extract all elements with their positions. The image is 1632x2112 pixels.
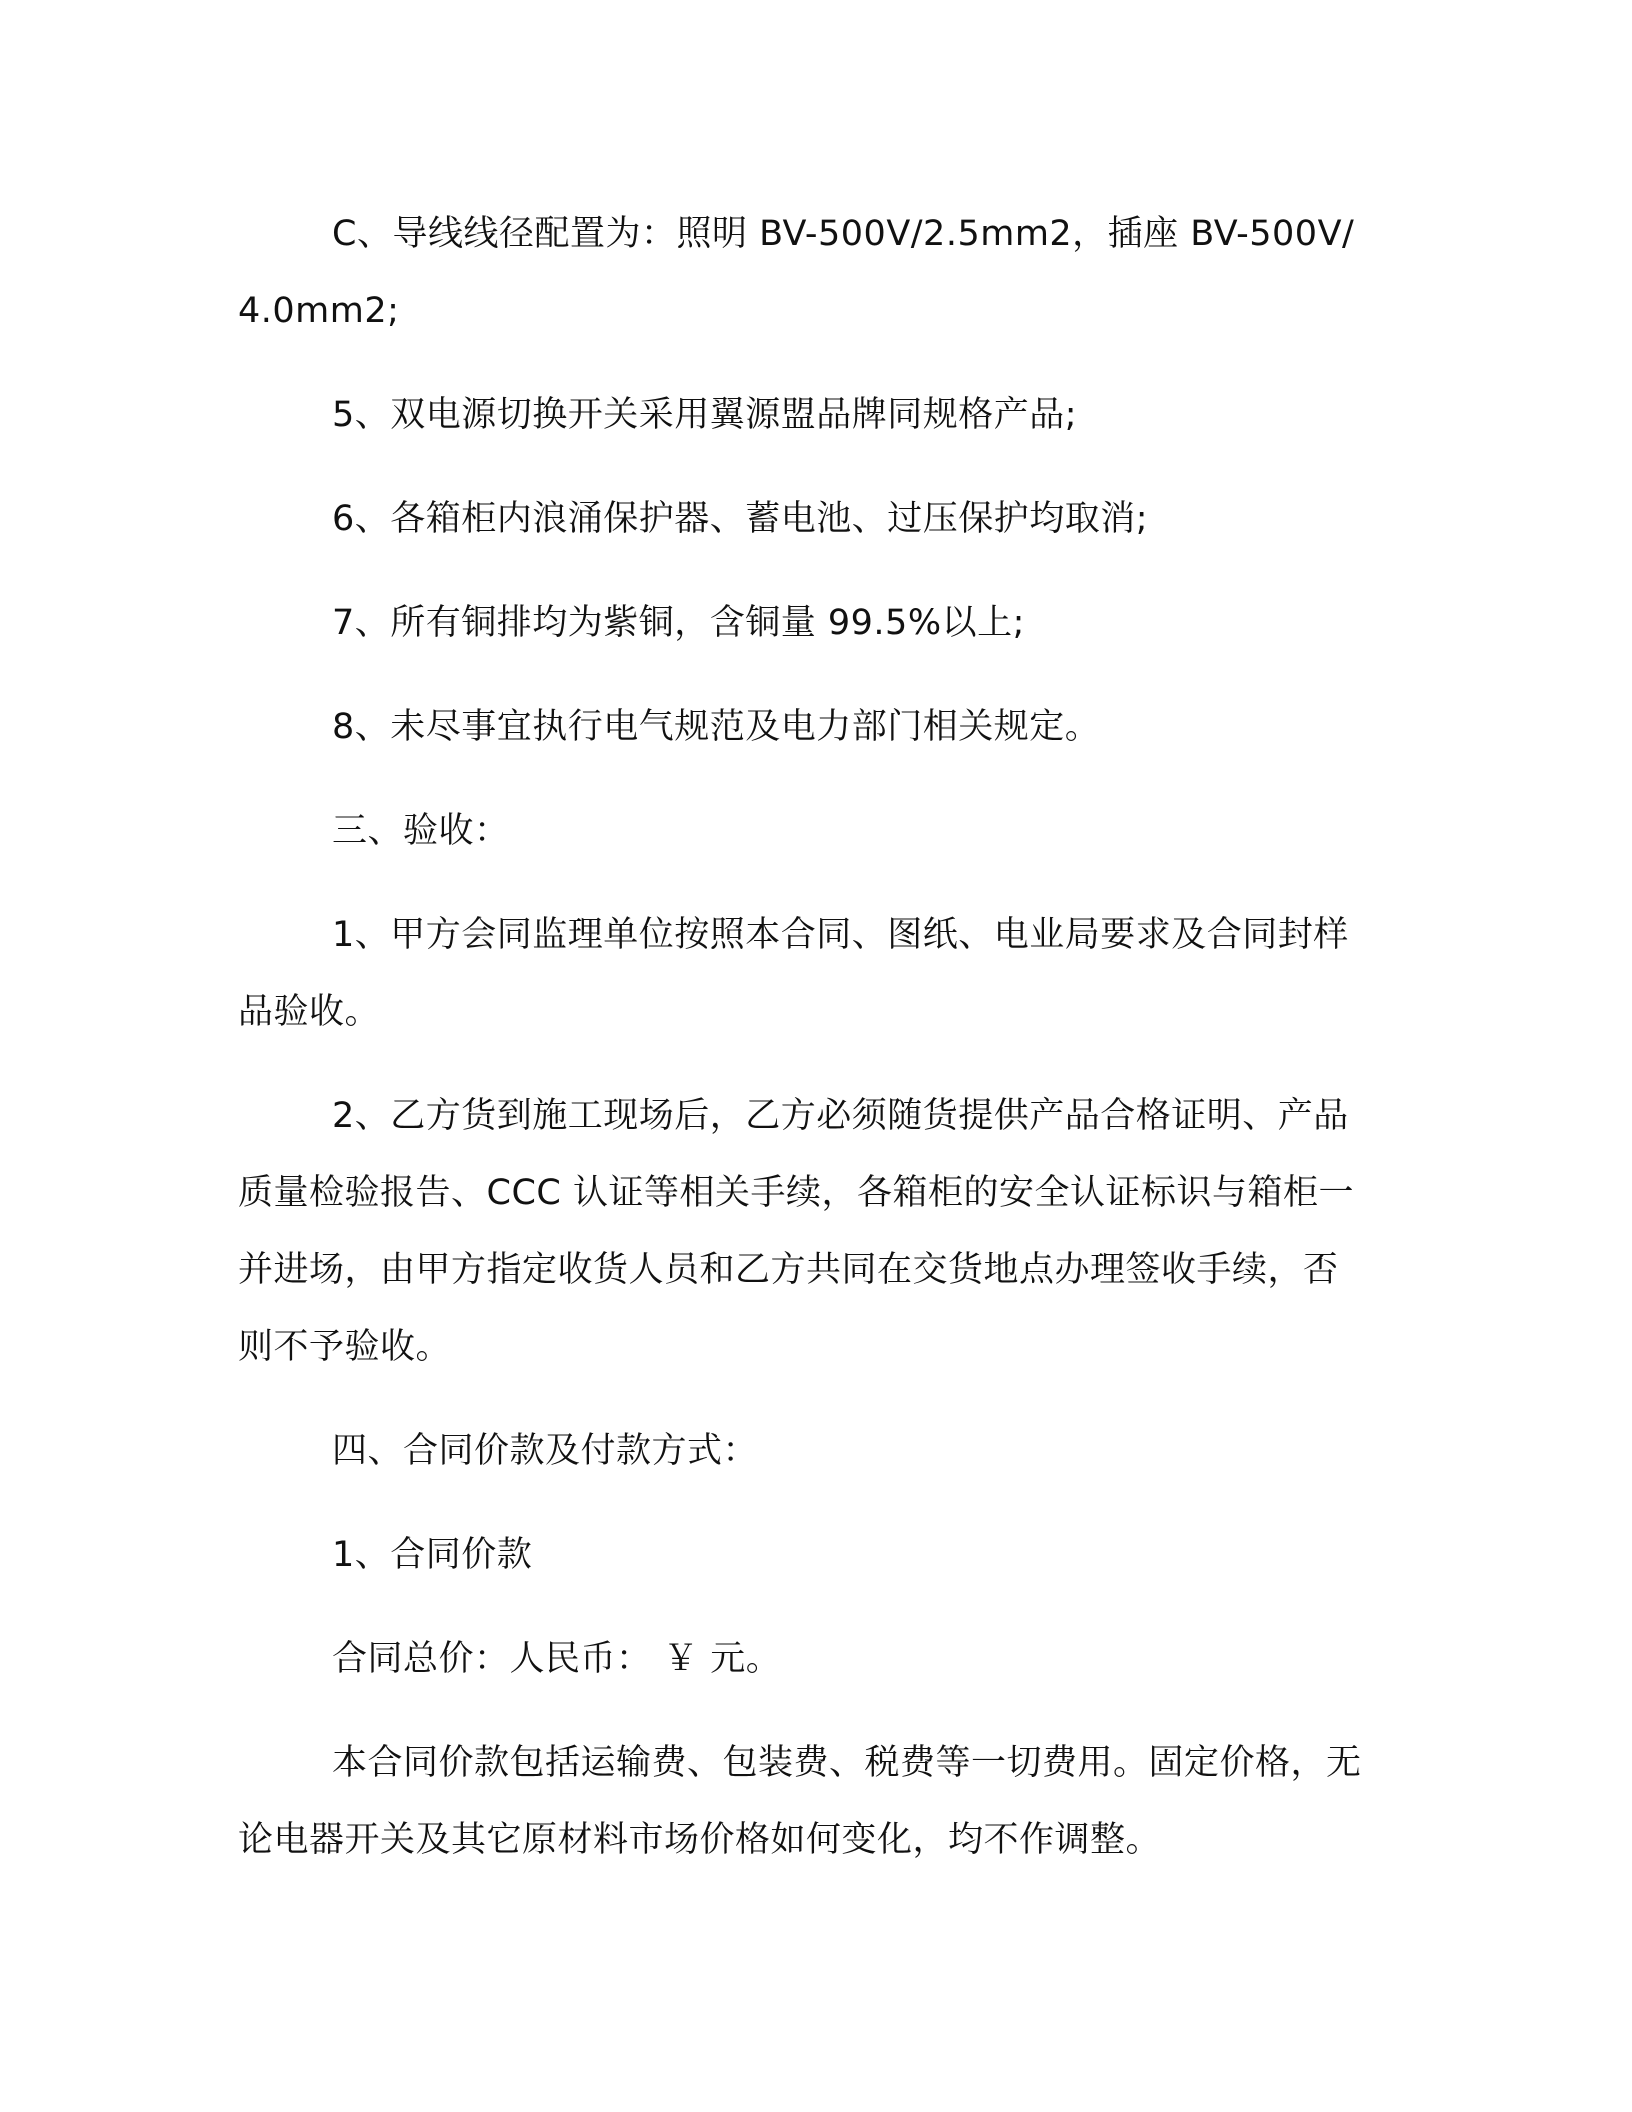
paragraph-copper-bar: 7、所有铜排均为紫铜，含铜量 99.5%以上; [332, 603, 1025, 643]
paragraph-acceptance-1: 1、甲方会同监理单位按照本合同、图纸、电业局要求及合同封样品验收。 [238, 915, 1349, 1032]
paragraph-wire-spec: C、导线线径配置为：照明 BV-500V/2.5mm2，插座 BV-500V/4.0mm2; [238, 214, 1355, 331]
paragraph-switch-brand: 5、双电源切换开关采用翼源盟品牌同规格产品; [332, 395, 1078, 435]
paragraph-acceptance-2: 2、乙方货到施工现场后，乙方必须随货提供产品合格证明、产品质量检验报告、CCC 认证等相关手续，各箱柜的安全认证标识与箱柜一并进场，由甲方指定收货人员和乙方共同在交货地点办理签收手续，否则不予验收。 [238, 1096, 1354, 1367]
paragraph-other-matters: 8、未尽事宜执行电气规范及电力部门相关规定。 [332, 707, 1101, 747]
section-heading-acceptance: 三、验收： [332, 811, 510, 851]
subheading-contract-price: 1、合同价款 [332, 1535, 533, 1575]
document-body [238, 196, 1368, 1906]
paragraph-total-price: 合同总价：人民币： ￥ 元。 [332, 1639, 782, 1679]
paragraph-protection-cancel: 6、各箱柜内浪涌保护器、蓄电池、过压保护均取消; [332, 499, 1149, 539]
paragraph-price-inclusion: 本合同价款包括运输费、包装费、税费等一切费用。固定价格，无论电器开关及其它原材料市场价格如何变化，均不作调整。 [238, 1743, 1362, 1860]
section-heading-price-payment: 四、合同价款及付款方式： [332, 1431, 759, 1471]
